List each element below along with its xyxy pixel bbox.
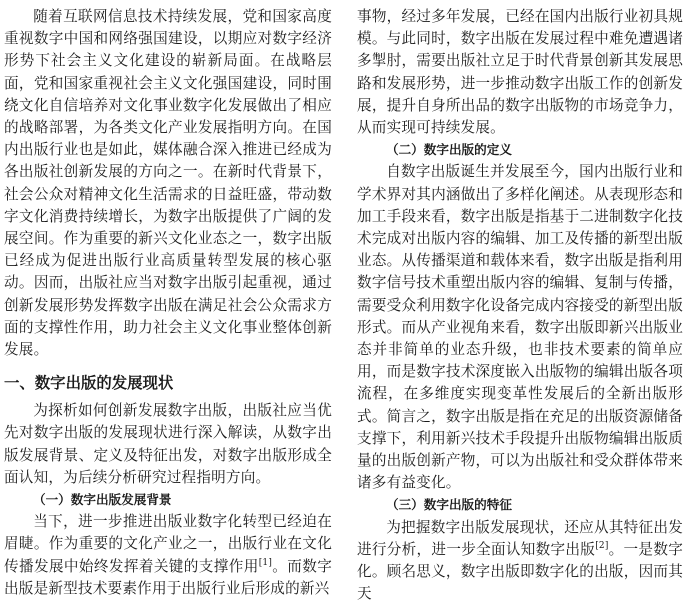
citation-1: [1] <box>258 557 273 568</box>
section-heading-1: 一、数字出版的发展现状 <box>4 374 174 393</box>
background-text-b: 。而数字出版是新型技术要素作用于出版行业后形成的新兴 <box>4 557 332 597</box>
intro-paragraph: 随着互联网信息技术持续发展，党和国家高度重视数字中国和网络强国建设，以期应对数字经济形势下社会主义文化建设的崭新局面。在战略层面，党和国家重视社会主义文化强国建设，同时围绕文化自信培养对文化事业数字化发展做出了相应的战略部署，为各类文化产业发展指明方向。在国内出版行业也是如此，媒体融合深入推进已经成为各出版社创新发展的方向之一。在新时代背景下，社会公众对精神文化生活需求的日益旺盛，带动数字文化消费持续增长，为数字出版提供了广阔的发展空间。作为重要的新兴文化业态之一，数字出版已经成为促进出版行业高质量转型发展的核心驱动。因而，出版社应当对数字出版引起重视，通过创新发展形势发挥数字出版在满足社会公众需求方面的支撑性作用，助力社会主义文化事业整体创新发展。 <box>4 8 332 359</box>
right-column <box>357 6 683 605</box>
subheading-background: （一）数字出版发展背景 <box>32 492 172 508</box>
section-1-intro-paragraph: 为探析如何创新发展数字出版，出版社应当优先对数字出版的发展现状进行深入解读，从数字出版发展背景、定义及特征出发，对数字出版形成全面认知，为后续分析研究过程指明方向。 <box>4 402 332 486</box>
background-paragraph <box>4 511 332 600</box>
background-text-a: 当下，进一步推进出版业数字化转型已经迫在眉睫。作为重要的文化产业之一，出版行业在文化传播发展中始终发挥着关键的支撑作用 <box>4 513 332 575</box>
subheading-features: （三）数字出版的特征 <box>385 497 512 513</box>
left-column <box>4 6 332 600</box>
definition-paragraph: 自数字出版诞生并发展至今，国内出版行业和学术界对其内涵做出了多样化阐述。从表现形态和加工手段来看，数字出版是指基于二进制数字化技术完成对出版内容的编辑、加工及传播的新型出版业态。从传播渠道和载体来看，数字出版是指利用数字信号技术重塑出版内容的编辑、复制与传播，需要受众利用数字化设备完成内容接受的新型出版形式。而从产业视角来看，数字出版即新兴出版业态并非简单的业态升级，也非技术要素的简单应用，而是数字技术深度嵌入出版物的编辑出版各项流程，在多维度实现变革性发展后的全新出版形式。简言之，数字出版是指在充足的出版资源储备支撑下，利用新兴技术手段提升出版物编辑出版质量的出版创新产物，可以为出版社和受众群体带来诸多有益变化。 <box>357 163 683 492</box>
subheading-definition: （二）数字出版的定义 <box>385 142 512 158</box>
continued-paragraph: 事物，经过多年发展，已经在国内出版行业初具规模。与此同时，数字出版在发展过程中难免遭遇诸多掣肘，需要出版社立足于时代背景创新其发展思路和发展形势，进一步推动数字出版工作的创新发展，提升自身所出品的数字出版物的市场竞争力，从而实现可持续发展。 <box>357 8 683 137</box>
features-text-a: 为把握数字出版发展现状，还应从其特征出发进行分析，进一步全面认知数字出版 <box>357 518 683 558</box>
features-text-b: 。一是数字化。顾名思义，数字出版即数字化的出版，因而其天 <box>357 540 683 603</box>
citation-2: [2] <box>595 541 609 552</box>
features-paragraph <box>357 517 683 605</box>
